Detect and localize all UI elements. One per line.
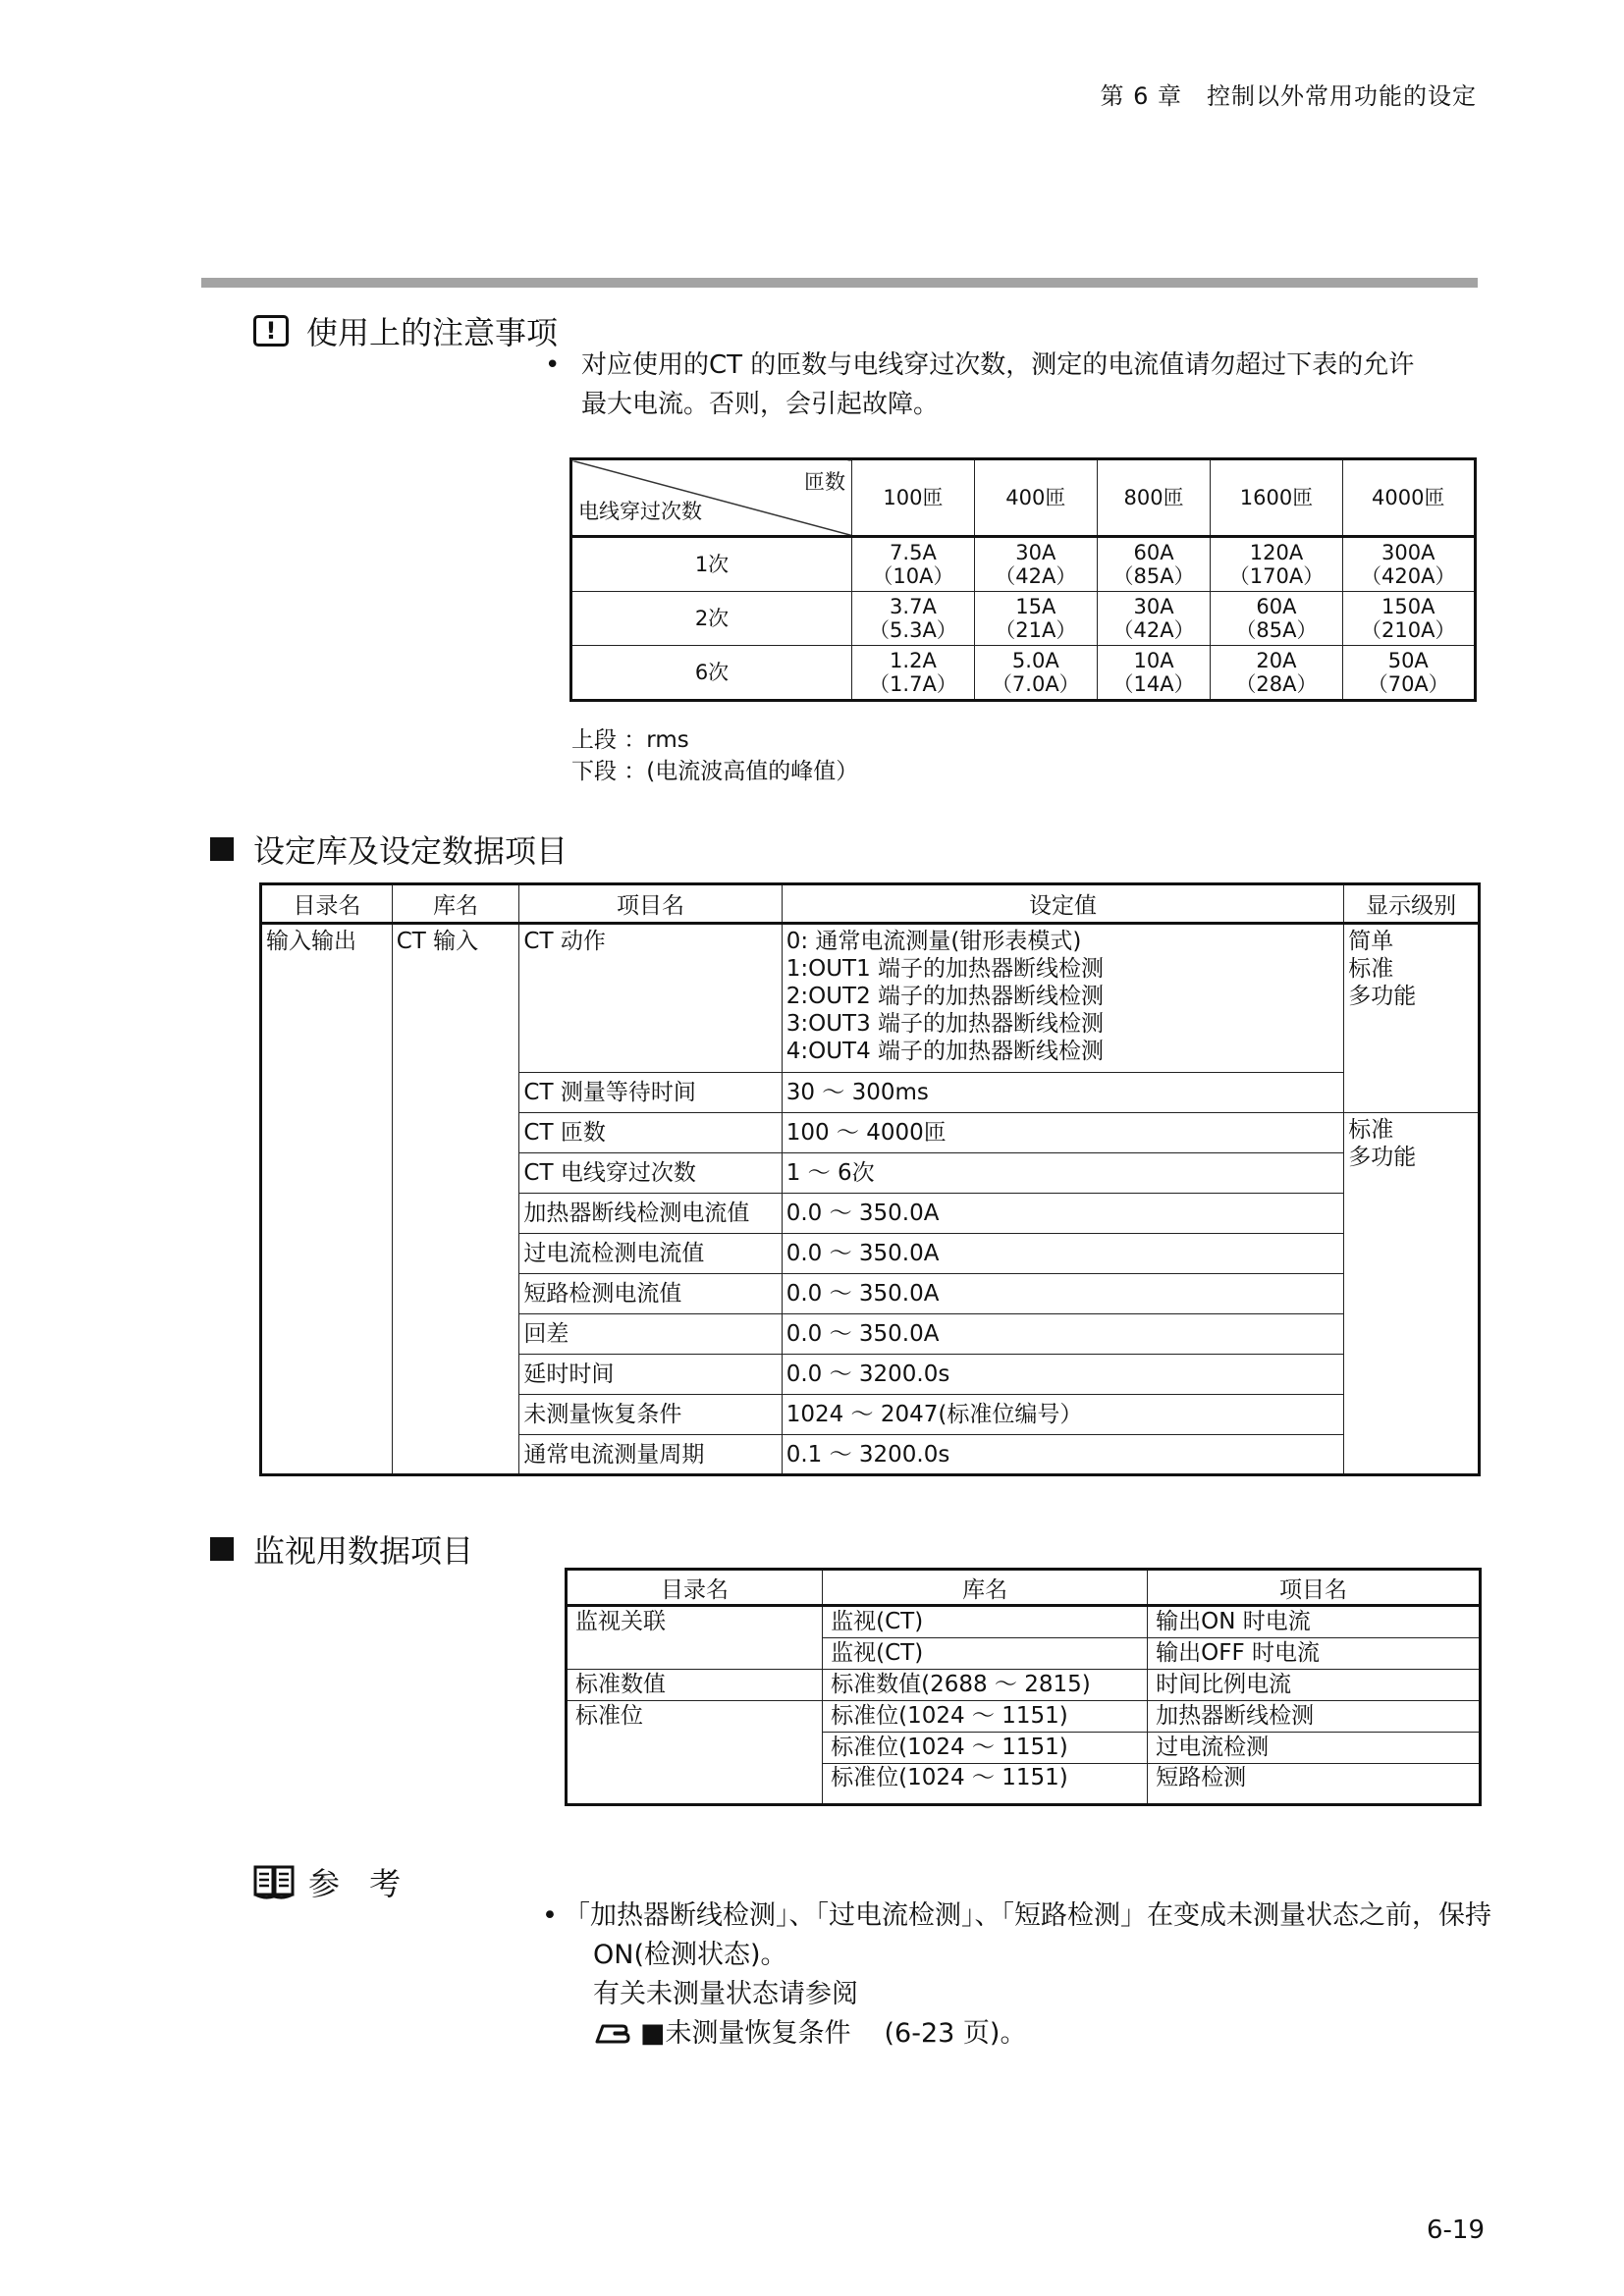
- ct-cell: [1342, 646, 1475, 701]
- ct-peak: （210A）: [1361, 618, 1456, 642]
- monitor-row: [567, 1733, 1481, 1764]
- monitor-item: 过电流检测: [1148, 1733, 1481, 1764]
- value-cell: 30 ～ 300ms: [782, 1073, 1344, 1113]
- catalog-cell: 输入输出: [261, 924, 393, 1475]
- ct-col-header: 1600匝: [1211, 459, 1342, 537]
- ct-peak: （28A）: [1235, 672, 1318, 696]
- monitor-bank: 监视(CT): [823, 1638, 1148, 1670]
- value-cell: 0.0 ～ 3200.0s: [782, 1355, 1344, 1395]
- level-label: 标准: [1348, 956, 1394, 982]
- reference-line1-wrap: [542, 1896, 1491, 1936]
- reference-title: 参 考: [308, 1865, 411, 1902]
- ct-row-label: 1次: [571, 537, 852, 592]
- value-option: 3:OUT3 端子的加热器断线检测: [785, 1011, 1105, 1037]
- ct-cell: [1342, 537, 1475, 592]
- ct-table-row: [571, 592, 1476, 646]
- square-bullet-icon: [210, 1537, 234, 1561]
- ct-rms: 50A: [1387, 649, 1429, 672]
- settings-col-header: 库名: [392, 884, 519, 924]
- monitor-row: [567, 1606, 1481, 1638]
- settings-col-header: 目录名: [261, 884, 393, 924]
- ct-rms: 20A: [1256, 649, 1297, 672]
- item-cell: CT 匝数: [519, 1113, 782, 1153]
- ct-col-header: 100匝: [852, 459, 975, 537]
- value-option: 2:OUT2 端子的加热器断线检测: [785, 984, 1105, 1009]
- ct-table-notes: [571, 724, 858, 787]
- item-cell: 通常电流测量周期: [519, 1435, 782, 1475]
- monitor-item: 输出ON 时电流: [1148, 1606, 1481, 1638]
- item-cell: 回差: [519, 1314, 782, 1355]
- item-cell: CT 动作: [519, 924, 782, 1073]
- ct-rms: 150A: [1381, 595, 1435, 618]
- caution-text-line2: 最大电流。否则，会引起故障。: [581, 390, 940, 419]
- ct-rms: 3.7A: [890, 595, 937, 618]
- ct-rms: 60A: [1133, 541, 1174, 564]
- value-cell: 0.1 ～ 3200.0s: [782, 1435, 1344, 1475]
- settings-row: [261, 924, 1480, 1073]
- ct-table-row: [571, 537, 1476, 592]
- ct-col-header: 800匝: [1097, 459, 1211, 537]
- monitor-row: [567, 1638, 1481, 1670]
- ct-table-header-row: [571, 459, 1476, 537]
- ct-cell: [1211, 646, 1342, 701]
- exclamation-icon: !: [253, 315, 289, 347]
- monitor-col-header: 项目名: [1148, 1570, 1481, 1606]
- ct-cell: [1342, 592, 1475, 646]
- ct-col-header: 4000匝: [1342, 459, 1475, 537]
- value-cell: 1024 ～ 2047(标准位编号）: [782, 1395, 1344, 1435]
- reference-line3: 有关未测量状态请参阅: [593, 1979, 858, 2009]
- ct-peak: （42A）: [995, 564, 1077, 588]
- settings-col-header: 设定值: [782, 884, 1344, 924]
- pointing-hand-icon: [593, 2020, 640, 2048]
- ct-table-row: [571, 646, 1476, 701]
- monitor-col-header: 库名: [823, 1570, 1148, 1606]
- note-upper: 上段 ：rms: [571, 727, 689, 753]
- ct-rms: 30A: [1133, 595, 1174, 618]
- ct-cell: [852, 592, 975, 646]
- ct-peak: （85A）: [1112, 564, 1195, 588]
- monitor-row: [567, 1764, 1481, 1805]
- ct-rms: 300A: [1381, 541, 1435, 564]
- ct-cell: [1097, 646, 1211, 701]
- monitor-item: 加热器断线检测: [1148, 1701, 1481, 1733]
- value-option: 4:OUT4 端子的加热器断线检测: [785, 1039, 1105, 1064]
- ct-cell: [1211, 592, 1342, 646]
- level-label: 多功能: [1348, 984, 1417, 1009]
- monitor-item: 输出OFF 时电流: [1148, 1638, 1481, 1670]
- ct-peak: （10A）: [872, 564, 954, 588]
- ct-peak: （1.7A）: [869, 672, 957, 696]
- ct-current-table: [569, 457, 1477, 702]
- ct-peak: （5.3A）: [869, 618, 957, 642]
- ct-row-label: 6次: [571, 646, 852, 701]
- monitor-section-title: 监视用数据项目: [253, 1532, 474, 1570]
- bank-cell: CT 输入: [392, 924, 519, 1475]
- ct-cell: [852, 646, 975, 701]
- monitor-catalog: [567, 1764, 823, 1805]
- ct-peak: （170A）: [1228, 564, 1325, 588]
- ct-rms: 7.5A: [890, 541, 937, 564]
- value-cell: 100 ～ 4000匝: [782, 1113, 1344, 1153]
- ct-peak: （42A）: [1112, 618, 1195, 642]
- value-option: 0: 通常电流测量(钳形表模式): [785, 929, 1082, 954]
- ct-rms: 120A: [1249, 541, 1304, 564]
- item-cell: 过电流检测电流值: [519, 1234, 782, 1274]
- item-cell: CT 测量等待时间: [519, 1073, 782, 1113]
- ct-peak: （7.0A）: [991, 672, 1080, 696]
- ct-cell: [974, 646, 1097, 701]
- ct-peak: （420A）: [1361, 564, 1456, 588]
- monitor-bank: 标准位(1024 ～ 1151): [823, 1701, 1148, 1733]
- monitor-bank: 监视(CT): [823, 1606, 1148, 1638]
- value-option: 1:OUT1 端子的加热器断线检测: [785, 956, 1105, 982]
- link-text[interactable]: 未测量恢复条件: [665, 2018, 851, 2049]
- value-cell: 1 ～ 6次: [782, 1153, 1344, 1194]
- ct-peak: （70A）: [1367, 672, 1449, 696]
- ct-cell: [1097, 537, 1211, 592]
- item-cell: 加热器断线检测电流值: [519, 1194, 782, 1234]
- monitor-header-row: [567, 1570, 1481, 1606]
- value-cell: 0.0 ～ 350.0A: [782, 1194, 1344, 1234]
- monitor-bank: 标准数值(2688 ～ 2815): [823, 1670, 1148, 1701]
- reference-text: [542, 1896, 1491, 2054]
- monitor-row: [567, 1701, 1481, 1733]
- ct-cell: [1211, 537, 1342, 592]
- reference-line1: 「加热器断线检测」、「过电流检测」、「短路检测」在变成未测量状态之前，保持: [564, 1900, 1491, 1931]
- settings-table: [259, 882, 1481, 1476]
- monitor-col-header: 目录名: [567, 1570, 823, 1606]
- item-cell: 短路检测电流值: [519, 1274, 782, 1314]
- settings-section-heading: [210, 827, 568, 872]
- reference-heading: [253, 1859, 410, 1904]
- header-rule: [201, 278, 1478, 288]
- reference-bullet: •: [542, 1900, 558, 1931]
- value-cell: 0.0 ～ 350.0A: [782, 1274, 1344, 1314]
- chapter-header: 第 6 章 控制以外常用功能的设定: [1100, 82, 1477, 110]
- ct-cell: [974, 592, 1097, 646]
- level-label: 多功能: [1348, 1145, 1417, 1170]
- corner-passes-label: 电线穿过次数: [578, 500, 702, 523]
- monitor-section-heading: [210, 1526, 473, 1572]
- monitor-bank: 标准位(1024 ～ 1151): [823, 1764, 1148, 1805]
- reference-line2: ON(检测状态)。: [593, 1940, 787, 1970]
- note-lower: 下段 ：(电流波高值的峰值）: [571, 759, 859, 784]
- ct-cell: [852, 537, 975, 592]
- monitor-catalog: [567, 1733, 823, 1764]
- level-cell: [1344, 924, 1480, 1113]
- ct-rms: 1.2A: [890, 649, 937, 672]
- caution-bullet: •: [545, 350, 561, 380]
- link-marker: ■: [640, 2018, 666, 2049]
- monitor-bank: 标准位(1024 ～ 1151): [823, 1733, 1148, 1764]
- ct-peak: （21A）: [995, 618, 1077, 642]
- settings-col-header: 项目名: [519, 884, 782, 924]
- settings-col-header: 显示级别: [1344, 884, 1480, 924]
- monitor-table: [565, 1568, 1482, 1806]
- link-page: (6-23 页)。: [884, 2018, 1027, 2049]
- settings-section-title: 设定库及设定数据项目: [253, 832, 568, 870]
- ct-rms: 30A: [1015, 541, 1056, 564]
- ct-row-label: 2次: [571, 592, 852, 646]
- ct-cell: [1097, 592, 1211, 646]
- monitor-catalog: 监视关联: [567, 1606, 823, 1638]
- ct-cell: [974, 537, 1097, 592]
- square-bullet-icon: [210, 837, 234, 861]
- level-label: 标准: [1348, 1117, 1394, 1143]
- reference-link-line[interactable]: [593, 2014, 1491, 2054]
- ct-rms: 5.0A: [1011, 649, 1059, 672]
- item-cell: CT 电线穿过次数: [519, 1153, 782, 1194]
- caution-heading: [253, 308, 558, 353]
- corner-turns-label: 匝数: [804, 470, 845, 494]
- monitor-row: [567, 1670, 1481, 1701]
- ct-rms: 10A: [1133, 649, 1174, 672]
- ct-peak: （14A）: [1112, 672, 1195, 696]
- monitor-catalog: [567, 1638, 823, 1670]
- value-cell: 0.0 ～ 350.0A: [782, 1314, 1344, 1355]
- settings-header-row: [261, 884, 1480, 924]
- ct-col-header: 400匝: [974, 459, 1097, 537]
- level-cell: [1344, 1113, 1480, 1475]
- value-cell: 0.0 ～ 350.0A: [782, 1234, 1344, 1274]
- level-label: 简单: [1348, 929, 1394, 954]
- value-cell: [782, 924, 1344, 1073]
- monitor-item: 时间比例电流: [1148, 1670, 1481, 1701]
- page-number: 6-19: [1426, 2216, 1485, 2245]
- ct-rms: 15A: [1015, 595, 1056, 618]
- item-cell: 延时时间: [519, 1355, 782, 1395]
- caution-title: 使用上的注意事项: [306, 314, 559, 351]
- book-icon: [253, 1864, 295, 1899]
- item-cell: 未测量恢复条件: [519, 1395, 782, 1435]
- monitor-item: 短路检测: [1148, 1764, 1481, 1805]
- ct-table-corner-cell: [571, 459, 852, 537]
- caution-text-line1: 对应使用的CT 的匝数与电线穿过次数，测定的电流值请勿超过下表的允许: [581, 350, 1415, 380]
- monitor-catalog: 标准数值: [567, 1670, 823, 1701]
- ct-peak: （85A）: [1235, 618, 1318, 642]
- monitor-catalog: 标准位: [567, 1701, 823, 1733]
- ct-rms: 60A: [1256, 595, 1297, 618]
